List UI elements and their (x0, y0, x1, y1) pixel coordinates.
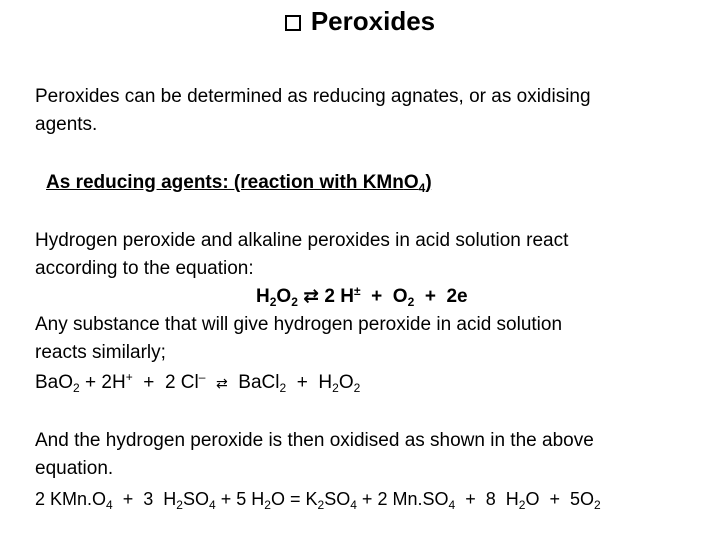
eq3-kso: SO (324, 489, 351, 509)
eq2-cl: 2 Cl (164, 372, 199, 393)
eq2-bacl-sub: 2 (279, 381, 287, 395)
eq1-o: O (276, 286, 292, 307)
para2-line-1: Any substance that will give hydrogen peroxide in acid solution (35, 314, 563, 335)
subheading-sub: 4 (418, 181, 426, 195)
eq3-k-sub: 2 (317, 498, 325, 512)
eq1-h-sub: 2 (269, 295, 277, 309)
eq3-equals: = (289, 489, 301, 509)
eq2-plus-1: + (85, 372, 97, 393)
eq3-kso-sub: 4 (350, 498, 357, 512)
para1-line-1: Hydrogen peroxide and alkaline peroxides in acid solution react (35, 230, 569, 251)
eq2-cl-sup: – (198, 370, 206, 384)
eq2-bao-sub: 2 (73, 381, 80, 395)
equation-3 (35, 486, 601, 512)
subheading-close: ) (425, 172, 432, 193)
para3-line-1: And the hydrogen peroxide is then oxidised as shown in the above (35, 430, 594, 451)
intro-line-1: Peroxides can be determined as reducing agnates, or as oxidising (35, 86, 591, 107)
eq1-h-plus-sup: ± (353, 284, 361, 298)
eq3-h2so4-so: SO (182, 489, 209, 509)
eq3-five-sub: 2 (594, 498, 601, 512)
eq3-plus-5: + (549, 489, 560, 509)
eq3-k: K (305, 489, 318, 509)
eq1-e: 2e (446, 286, 468, 307)
eq1-plus-2: + (424, 286, 436, 307)
eq3-h2so4-h: H (163, 489, 177, 509)
eq3-h2so4-so-sub: 4 (209, 498, 216, 512)
eq3-plus-1: + (122, 489, 134, 509)
subheading (46, 170, 432, 196)
eq1-o-sub: 2 (291, 295, 298, 309)
eq2-bao: BaO (35, 372, 74, 393)
eq3-mnso-sub: 4 (448, 498, 456, 512)
subheading-o: O (403, 172, 419, 193)
eq1-plus-1: + (371, 286, 383, 307)
eq2-arrow: ⇄ (215, 375, 228, 391)
eq2-h2: H (318, 372, 333, 393)
eq2-plus-3: + (296, 372, 308, 393)
eq2-plus-2: + (143, 372, 155, 393)
eq3-h-sub: 2 (518, 498, 526, 512)
eq2-o2: O (338, 372, 354, 393)
subheading-text: As reducing agents: (reaction with KMn (46, 172, 404, 193)
eq3-water-o: O (270, 489, 285, 509)
para2-line-2: reacts similarly; (35, 342, 166, 363)
eq2-h-sup: + (125, 370, 133, 384)
title-text: Peroxides (310, 6, 436, 36)
eq1-arrow: ⇄ (303, 286, 320, 307)
para3-line-2: equation. (35, 458, 114, 479)
eq3-eight: 8 (485, 489, 496, 509)
eq3-five: 5O (570, 489, 595, 509)
eq3-three: 3 (143, 489, 154, 509)
eq1-h-plus: 2 H (324, 286, 354, 307)
eq3-plus-3: + (361, 489, 373, 509)
checkbox-bullet-icon (285, 15, 301, 31)
eq3-plus-2: + (220, 489, 232, 509)
intro-line-2: agents. (35, 114, 98, 135)
eq3-water-sub: 2 (264, 498, 271, 512)
eq1-o2: O (392, 286, 408, 307)
eq3-plus-4: + (465, 489, 476, 509)
eq3-water: 5 H (236, 489, 265, 509)
eq3-h2so4-h-sub: 2 (176, 498, 183, 512)
eq3-mnso: 2 Mn.SO (377, 489, 449, 509)
eq3-kmno: 2 KMn.O (35, 489, 107, 509)
eq2-bacl: BaCl (238, 372, 280, 393)
eq3-kmno-sub: 4 (106, 498, 113, 512)
equation-2 (35, 370, 360, 396)
page-title (0, 4, 720, 38)
eq1-h: H (256, 286, 270, 307)
eq3-ho: O (525, 489, 540, 509)
eq2-h2-sub: 2 (332, 381, 339, 395)
para1-line-2: according to the equation: (35, 258, 254, 279)
eq1-o2-sub: 2 (407, 295, 415, 309)
eq2-o2-sub: 2 (353, 381, 361, 395)
eq3-h: H (505, 489, 519, 509)
eq2-h: 2H (101, 372, 126, 393)
equation-1 (256, 284, 468, 310)
